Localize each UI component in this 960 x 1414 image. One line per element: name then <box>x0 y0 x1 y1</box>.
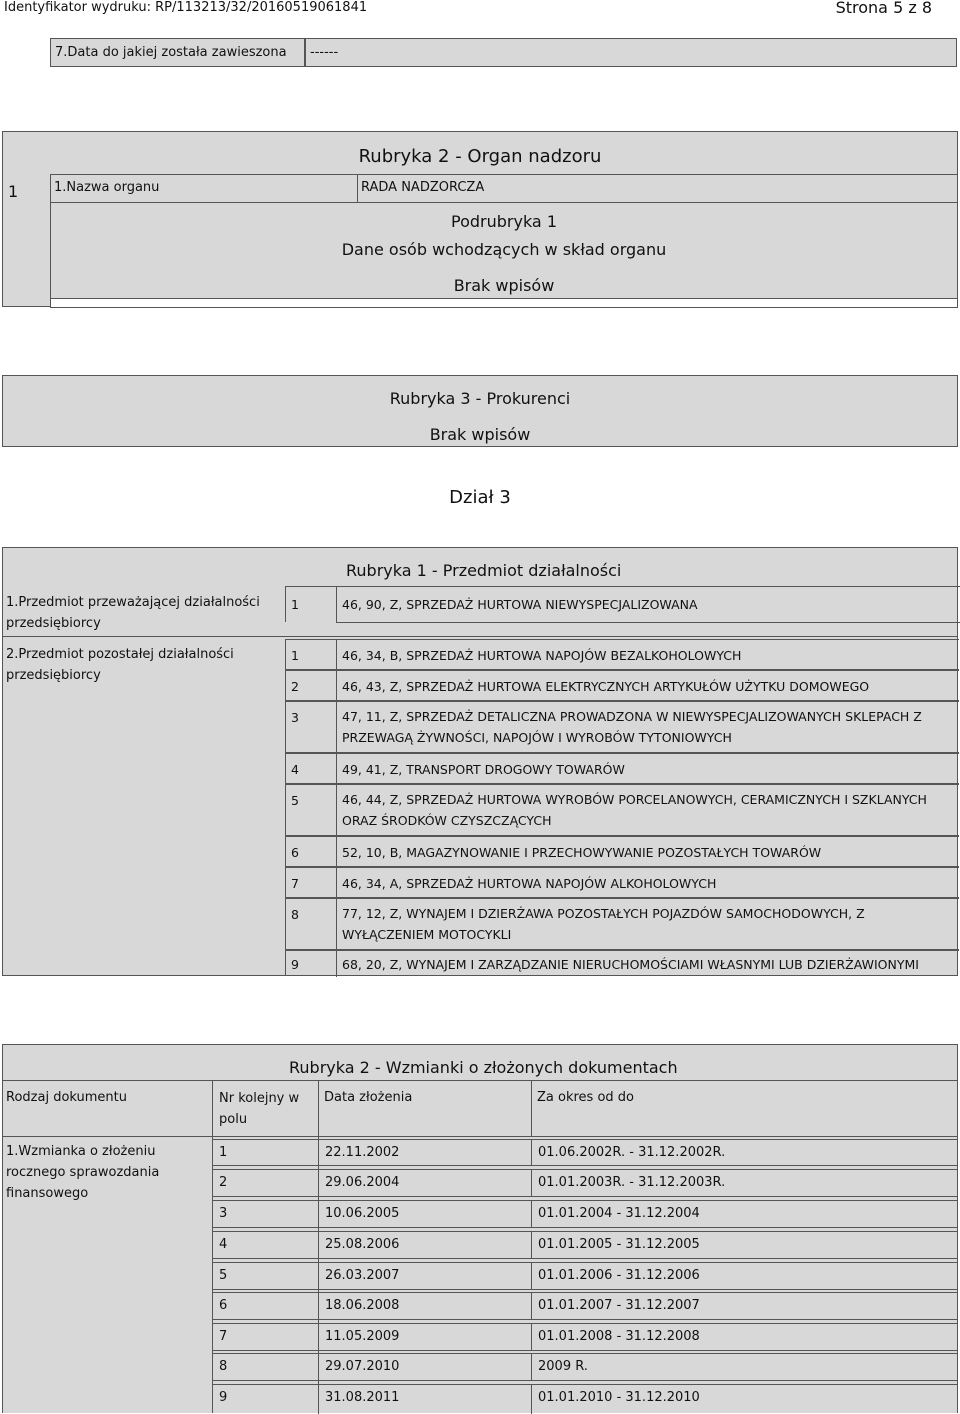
row-date: 10.06.2005 <box>325 1206 400 1221</box>
col-divider <box>531 1080 532 1137</box>
cell-divider <box>318 1323 319 1351</box>
row-date: 25.08.2006 <box>325 1237 400 1252</box>
supervisory-title: Rubryka 2 - Organ nadzoru <box>358 146 602 167</box>
proxies-empty: Brak wpisów <box>429 425 531 444</box>
cell-divider <box>531 1292 532 1320</box>
table-row <box>212 1384 958 1413</box>
main-activity-text-cell <box>336 586 960 623</box>
row-no: 9 <box>219 1390 228 1405</box>
item-text: 52, 10, B, MAGAZYNOWANIE I PRZECHOWYWANIE POZOSTAŁYCH TOWARÓW <box>342 845 822 860</box>
print-identifier: Identyfikator wydruku: RP/113213/32/20160519061841 <box>4 0 368 15</box>
item-text: 46, 34, A, SPRZEDAŻ HURTOWA NAPOJÓW ALKOHOLOWYCH <box>342 876 717 891</box>
subsection-title: Podrubryka 1 <box>451 212 557 231</box>
cell-divider <box>531 1323 532 1351</box>
table-row <box>212 1353 958 1381</box>
subsection-empty-row <box>50 298 958 308</box>
row-period: 01.01.2010 - 31.12.2010 <box>538 1390 700 1405</box>
cell-divider <box>318 1139 319 1166</box>
item-text: 49, 41, Z, TRANSPORT DROGOWY TOWARÓW <box>342 762 625 777</box>
list-item <box>285 753 958 784</box>
item-text-cell <box>336 670 959 701</box>
supervisory-row-number: 1 <box>8 182 19 201</box>
list-item <box>285 836 958 867</box>
item-text-cell <box>336 836 959 867</box>
item-no: 4 <box>291 762 299 777</box>
documents-rows <box>212 1137 958 1413</box>
page-number: Strona 5 z 8 <box>835 0 932 17</box>
list-item <box>285 867 958 898</box>
document-type: 1.Wzmianka o złożeniu rocznego sprawozdania finansowego <box>6 1144 160 1201</box>
col-header-filing-date: Data złożenia <box>324 1090 413 1105</box>
list-item <box>285 784 958 836</box>
item-no: 3 <box>291 710 299 725</box>
list-item <box>285 670 958 701</box>
col-header-seq-no: Nr kolejny w polu <box>219 1091 300 1127</box>
row-no: 8 <box>219 1359 228 1374</box>
item-no: 2 <box>291 679 299 694</box>
row-no: 6 <box>219 1298 228 1313</box>
row-no: 1 <box>219 1145 228 1160</box>
cell-divider <box>531 1262 532 1290</box>
item-text-cell <box>336 898 959 950</box>
row-period: 01.01.2003R. - 31.12.2003R. <box>538 1175 726 1190</box>
item-text-cell <box>336 950 959 977</box>
table-row <box>212 1200 958 1228</box>
organ-name-label: 1.Nazwa organu <box>54 180 160 195</box>
table-row <box>212 1169 958 1197</box>
item-text-cell <box>336 784 959 836</box>
item-no: 1 <box>291 648 299 663</box>
cell-divider <box>531 1353 532 1381</box>
row-no: 4 <box>219 1237 228 1252</box>
row-no: 3 <box>219 1206 228 1221</box>
table-row <box>212 1323 958 1351</box>
row-period: 01.01.2007 - 31.12.2007 <box>538 1298 700 1313</box>
other-activity-label: 2.Przedmiot pozostałej działalności przedsiębiorcy <box>6 647 234 683</box>
table-row <box>212 1139 958 1166</box>
list-item <box>285 701 958 753</box>
row-no: 7 <box>219 1329 228 1344</box>
suspension-label-cell <box>50 38 305 67</box>
cell-divider <box>318 1292 319 1320</box>
cell-divider <box>318 1353 319 1381</box>
item-no: 9 <box>291 957 299 972</box>
row-period: 2009 R. <box>538 1359 588 1374</box>
item-text-cell <box>336 753 959 784</box>
other-activity-list <box>285 636 958 976</box>
subsection-empty: Brak wpisów <box>453 276 555 295</box>
row-date: 29.07.2010 <box>325 1359 400 1374</box>
row-date: 22.11.2002 <box>325 1145 400 1160</box>
item-no: 6 <box>291 845 299 860</box>
proxies-title: Rubryka 3 - Prokurenci <box>389 389 571 408</box>
col-header-period: Za okres od do <box>537 1090 634 1105</box>
cell-divider <box>531 1231 532 1259</box>
item-text: 46, 43, Z, SPRZEDAŻ HURTOWA ELEKTRYCZNYCH ARTYKUŁÓW UŻYTKU DOMOWEGO <box>342 679 870 694</box>
row-no: 2 <box>219 1175 228 1190</box>
item-text-cell <box>336 867 959 898</box>
list-item <box>285 898 958 950</box>
cell-divider <box>531 1200 532 1228</box>
activity-title: Rubryka 1 - Przedmiot działalności <box>346 561 622 580</box>
cell-divider <box>318 1169 319 1197</box>
documents-header-row <box>2 1080 958 1137</box>
organ-name-label-cell <box>50 174 357 202</box>
item-text: 68, 20, Z, WYNAJEM I ZARZĄDZANIE NIERUCHOMOŚCIAMI WŁASNYMI LUB DZIERŻAWIONYMI <box>342 957 919 972</box>
cell-divider <box>531 1384 532 1414</box>
row-date: 18.06.2008 <box>325 1298 400 1313</box>
cell-divider <box>531 1139 532 1166</box>
item-text: 46, 34, B, SPRZEDAŻ HURTOWA NAPOJÓW BEZALKOHOLOWYCH <box>342 648 742 663</box>
row-period: 01.01.2005 - 31.12.2005 <box>538 1237 700 1252</box>
item-text: 47, 11, Z, SPRZEDAŻ DETALICZNA PROWADZONA W NIEWYSPECJALIZOWANYCH SKLEPACH Z PRZEWAGĄ ŻYWNOŚCI, NAPOJÓW I WYROBÓW TYTONIOWYCH <box>342 709 922 745</box>
item-no: 7 <box>291 876 299 891</box>
organ-name-value-cell <box>357 174 958 202</box>
documents-title: Rubryka 2 - Wzmianki o złożonych dokumentach <box>289 1058 678 1077</box>
cell-divider <box>318 1262 319 1290</box>
cell-divider <box>531 1169 532 1197</box>
item-text: 77, 12, Z, WYNAJEM I DZIERŻAWA POZOSTAŁYCH POJAZDÓW SAMOCHODOWYCH, Z WYŁĄCZENIEM MOTOCYKLI <box>342 906 865 942</box>
list-item <box>285 639 958 670</box>
table-row <box>212 1262 958 1290</box>
list-item <box>285 950 958 976</box>
row-date: 29.06.2004 <box>325 1175 400 1190</box>
item-text-cell <box>336 701 959 753</box>
row-period: 01.01.2004 - 31.12.2004 <box>538 1206 700 1221</box>
table-row <box>212 1231 958 1259</box>
row-date: 31.08.2011 <box>325 1390 400 1405</box>
cell-divider <box>318 1200 319 1228</box>
row-no: 5 <box>219 1268 228 1283</box>
cell-divider <box>318 1384 319 1414</box>
main-activity-no: 1 <box>291 597 299 612</box>
suspension-value: ------ <box>310 45 339 60</box>
cell-divider <box>318 1231 319 1259</box>
suspension-label: 7.Data do jakiej została zawieszona <box>55 45 287 60</box>
organ-name-value: RADA NADZORCZA <box>361 180 485 195</box>
item-text-cell <box>336 639 959 670</box>
main-activity-label: 1.Przedmiot przeważającej działalności przedsiębiorcy <box>6 595 260 631</box>
suspension-value-cell <box>305 38 957 67</box>
item-text: 46, 44, Z, SPRZEDAŻ HURTOWA WYROBÓW PORCELANOWYCH, CERAMICZNYCH I SZKLANYCH ORAZ ŚRODKÓW CZYSZCZĄCYCH <box>342 792 927 828</box>
item-no: 5 <box>291 793 299 808</box>
main-activity-text: 46, 90, Z, SPRZEDAŻ HURTOWA NIEWYSPECJALIZOWANA <box>342 597 698 612</box>
item-no: 8 <box>291 907 299 922</box>
subsection-description: Dane osób wchodzących w skład organu <box>341 240 667 259</box>
table-row <box>212 1292 958 1320</box>
row-period: 01.01.2008 - 31.12.2008 <box>538 1329 700 1344</box>
main-activity-row <box>285 586 958 622</box>
col-header-doc-type: Rodzaj dokumentu <box>6 1090 127 1105</box>
row-period: 01.06.2002R. - 31.12.2002R. <box>538 1145 726 1160</box>
row-period: 01.01.2006 - 31.12.2006 <box>538 1268 700 1283</box>
row-date: 26.03.2007 <box>325 1268 400 1283</box>
row-date: 11.05.2009 <box>325 1329 400 1344</box>
section-title: Dział 3 <box>449 487 511 508</box>
